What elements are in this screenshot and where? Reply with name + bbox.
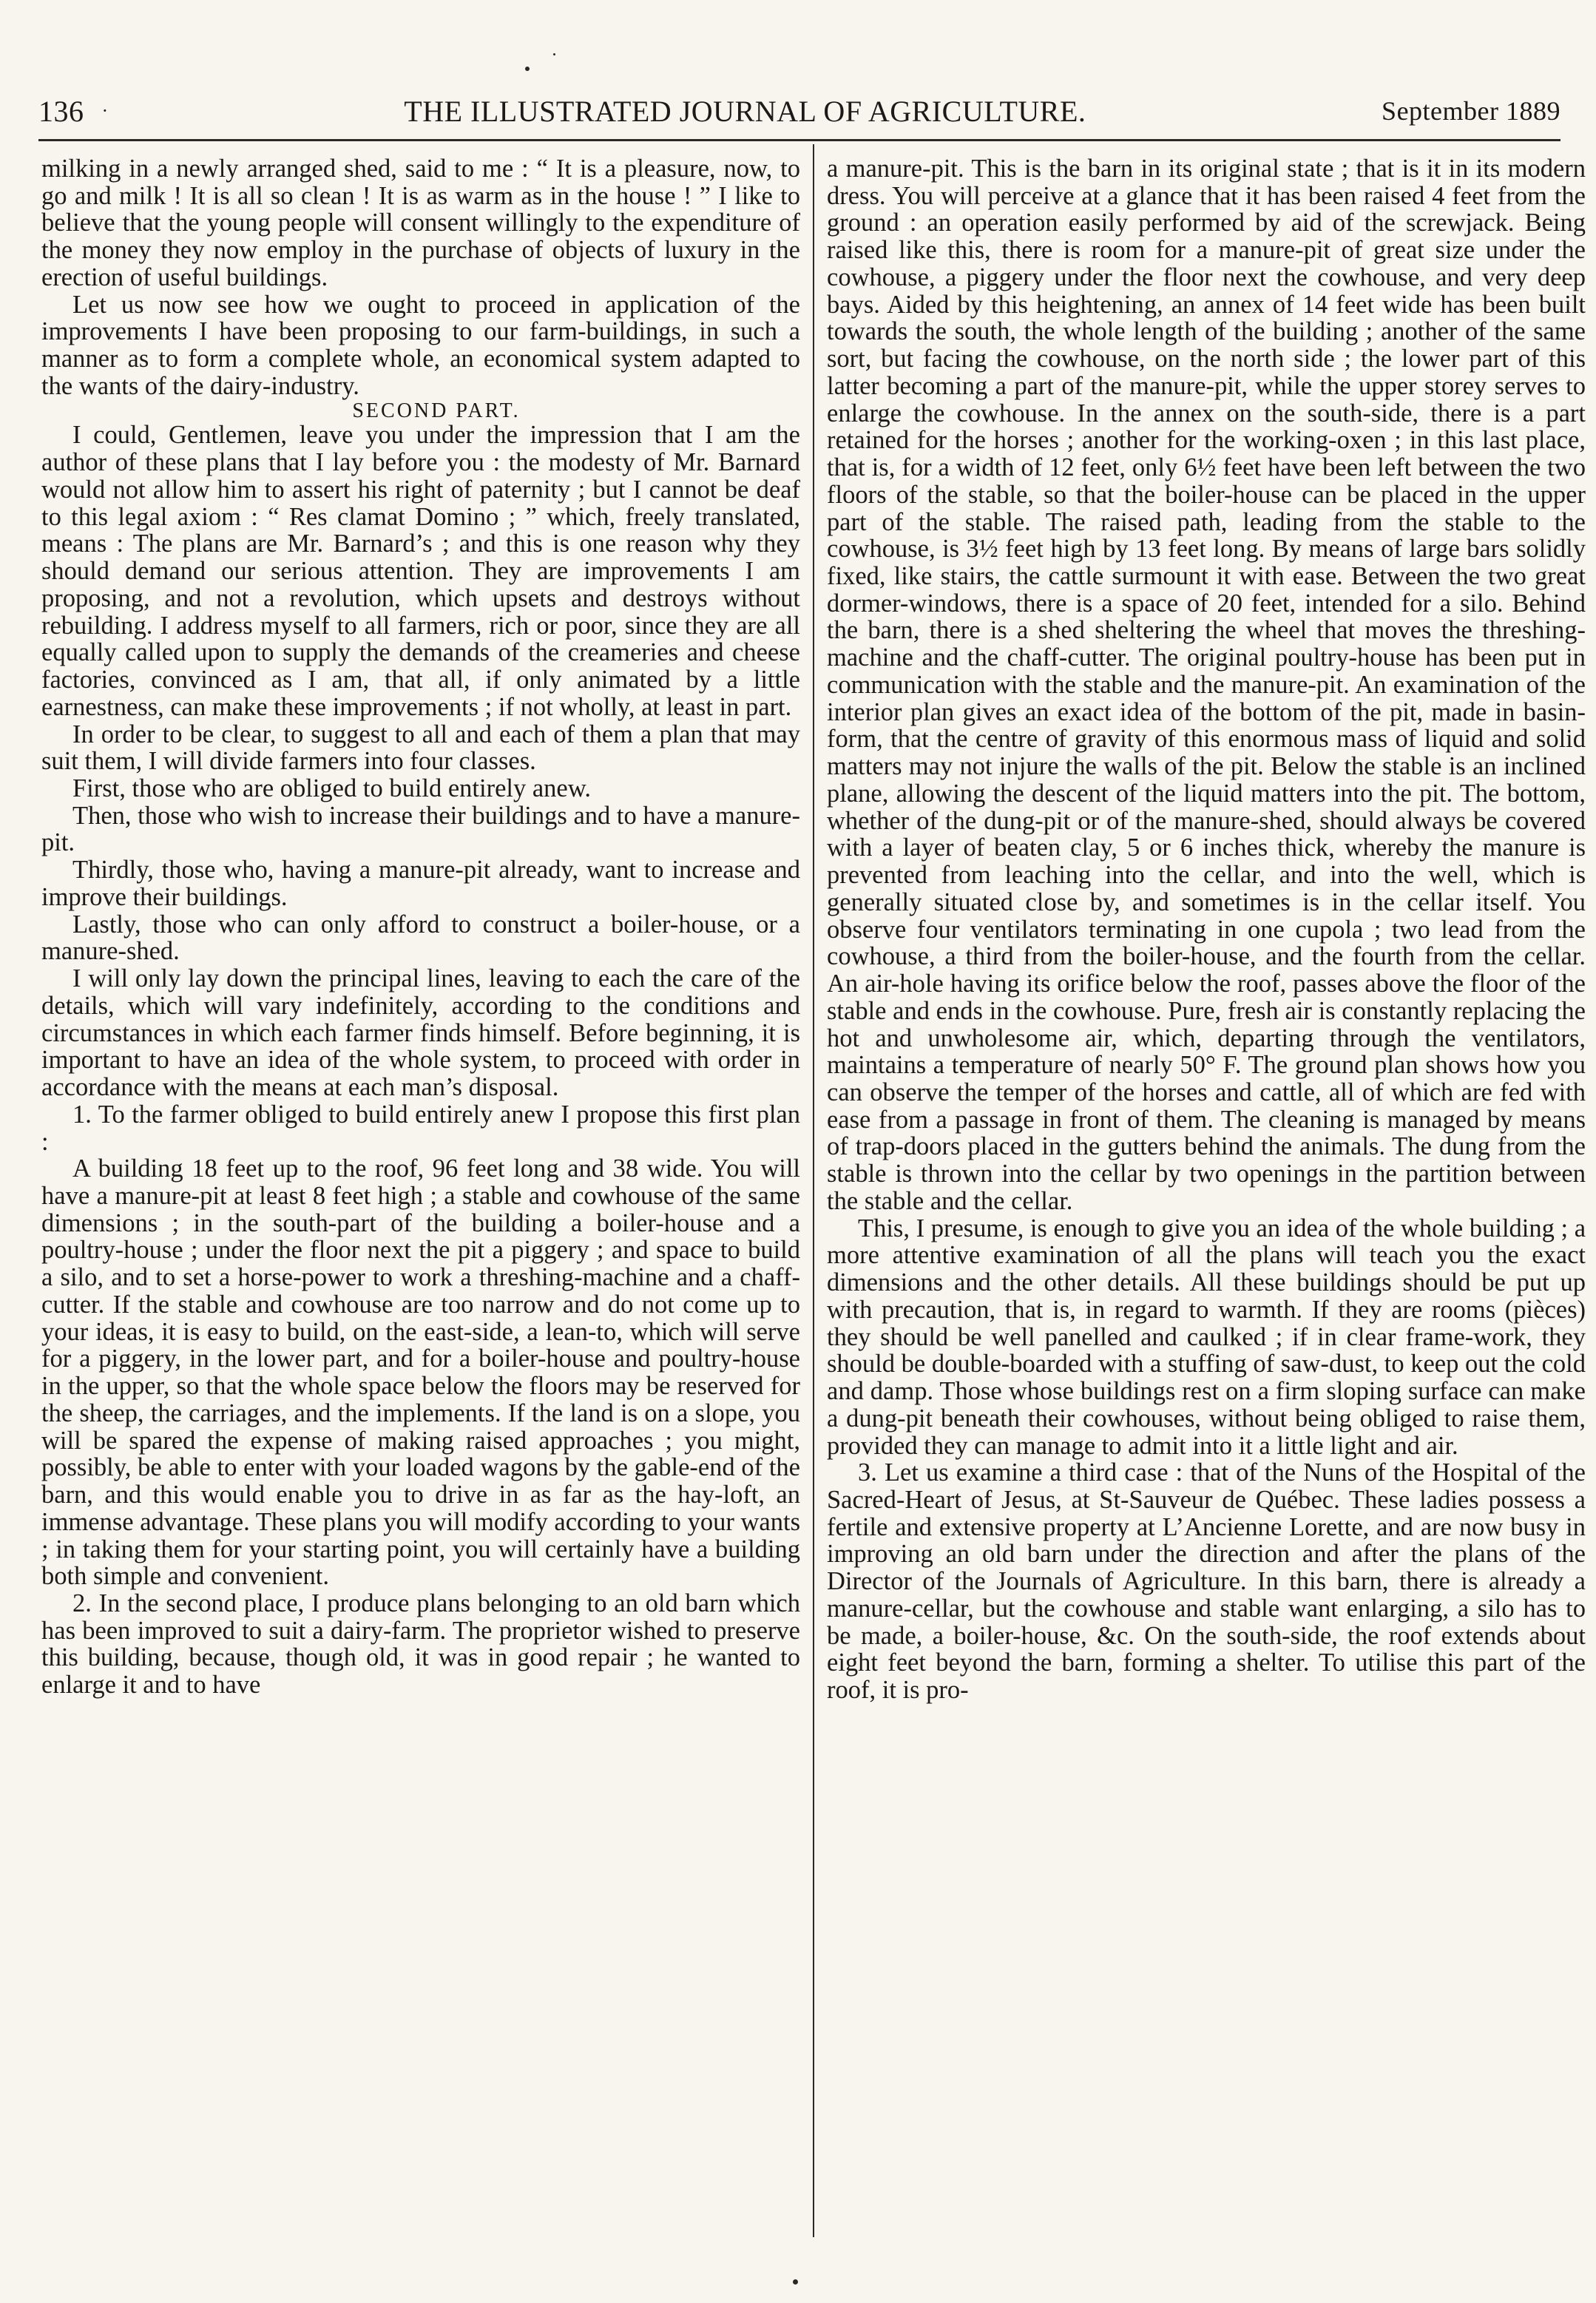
paragraph: Let us now see how we ought to proceed in application of the improvements I have been proposing to our farm-buildings, in such a manner as to form a complete whole, an economical system adapted to the wants of the dairy-industry. (41, 290, 800, 400)
page-number: 136 (38, 94, 84, 128)
journal-title: THE ILLUSTRATED JOURNAL OF AGRICULTURE. (404, 94, 1086, 128)
paragraph: This, I presume, is enough to give you an idea of the whole building ; a more attentive examination of all the plans will teach you the exact dimensions and the other details. All these buildings should be put up with precaution, that is, in regard to warmth. If they are rooms (pièces) they should be well panelled and caulked ; if in clear frame-work, they should be double-boarded with a stuffing of saw-dust, to keep out the cold and damp. Those whose buildings rest on a firm sloping surface can make a dung-pit beneath their cowhouses, without being obliged to raise them, provided they can manage to admit into it a little light and air. (827, 1214, 1586, 1460)
ink-speck (793, 2279, 798, 2285)
issue-date: September 1889 (1382, 96, 1561, 126)
paragraph: a manure-pit. This is the barn in its original state ; that is it in its modern dress. You will perceive at a glance that it has been raised 4 feet from the ground : an operation easily performed by aid of the screwjack. Being raised like this, there is room for a manure-pit of great size under the cowhouse, a piggery under the floor next the cowhouse, and very deep bays. Aided by this heightening, an annex of 14 feet wide has been built towards the south, the whole length of the building ; another of the same sort, but facing the cowhouse, on the north side ; the lower part of this latter becoming a part of the manure-pit, while the upper storey serves to enlarge the cowhouse. In the annex on the south-side, there is a part retained for the horses ; another for the working-oxen ; in this last place, that is, for a width of 12 feet, only 6½ feet have been left between the two floors of the stable, so that the boiler-house can be placed in the upper part of the stable. The raised path, leading from the stable to the cowhouse, is 3½ feet high by 13 feet long. By means of large bars solidly fixed, like stairs, the cattle surmount it with ease. Between the two great dormer-windows, there is a space of 20 feet, intended for a silo. Behind the barn, there is a shed sheltering the wheel that moves the threshing-machine and the chaff-cutter. The original poultry-house has been put in communication with the stable and the manure-pit. An examination of the interior plan gives an exact idea of the bottom of the pit, made in basin-form, that the centre of gravity of this enormous mass of liquid and solid matters may not injure the walls of the pit. Below the stable is an inclined plane, allowing the descent of the liquid matters into the pit. The bottom, whether of the dung-pit or of the manure-shed, should always be covered with a layer of beaten clay, 5 or 6 inches thick, whereby the manure is prevented from leaching into the cellar, and into the well, which is generally situated close by, and sometimes is in the cellar itself. You observe four ventilators terminating in one cupola ; two lead from the cowhouse, a third from the boiler-house, and the fourth from the cellar. An air-hole having its orifice below the roof, passes above the floor of the stable and ends in the cowhouse. Pure, fresh air is constantly replacing the hot and unwholesome air, which, departing through the ventilators, maintains a temperature of nearly 50° F. The ground plan shows how you can observe the temper of the horses and cattle, all of which are fed with ease from a passage in front of them. The cleaning is managed by means of trap-doors placed in the gutters behind the animals. The dung from the stable is thrown into the cellar by two openings in the partition between the stable and the cellar. (827, 155, 1586, 1215)
header-separator: · (101, 100, 109, 121)
paragraph: 3. Let us examine a third case : that of the Nuns of the Hospital of the Sacred-Heart of Jesus, at St-Sauveur de Québec. These ladies possess a fertile and extensive property at L’Ancienne Lorette, and are now busy in improving an old barn under the direction and after the plans of the Director of the Journals of Agriculture. In this barn, there is already a manure-cellar, but the cowhouse and stable want enlarging, a silo has to be made, a boiler-house, &c. On the south-side, the roof extends about eight feet beyond the barn, forming a shelter. To utilise this part of the roof, it is pro- (827, 1458, 1586, 1705)
paragraph: 2. In the second place, I produce plans belonging to an old barn which has been improved to suit a dairy-farm. The proprietor wished to preserve this building, because, though old, it was in good repair ; he wanted to enlarge it and to have (41, 1589, 800, 1700)
paragraph: First, those who are obliged to build entirely anew. (72, 774, 592, 802)
left-column (41, 155, 800, 2244)
right-column (827, 155, 1586, 2244)
paragraph: milking in a newly arranged shed, said to me : “ It is a pleasure, now, to go and milk ! It is all so clean ! It is as warm as in the house ! ” I like to believe that the young people will consent willingly to the expenditure of the money they now employ in the purchase of objects of luxury in the erection of useful buildings. (41, 155, 800, 291)
header-rule (38, 139, 1561, 141)
page-header (38, 89, 1561, 133)
paragraph: I could, Gentlemen, leave you under the impression that I am the author of these plans that I lay before you : the modesty of Mr. Barnard would not allow him to assert his right of paternity ; but I cannot be deaf to this legal axiom : “ Res clamat Domino ; ” which, freely translated, means : The plans are Mr. Barnard’s ; and this is one reason why they should demand our serious attention. They are improvements I am proposing, and not a revolution, which upsets and destroys without rebuilding. I address myself to all farmers, rich or poor, since they are all equally called upon to supply the demands of the creameries and cheese factories, convinced as I am, that all, if only animated by a little earnestness, can make these improvements ; if not wholly, at least in part. (41, 421, 800, 721)
paragraph: 1. To the farmer obliged to build entirely anew I propose this first plan : (41, 1100, 800, 1156)
ink-speck (525, 67, 530, 71)
column-divider (813, 144, 814, 2237)
paragraph: A building 18 feet up to the roof, 96 feet long and 38 wide. You will have a manure-pit at least 8 feet high ; a stable and cowhouse of the same dimensions ; in the south-part of the building a boiler-house and a poultry-house ; under the floor next the pit a piggery ; and space to build a silo, and to set a horse-power to work a threshing-machine and a chaff-cutter. If the stable and cowhouse are too narrow and do not come up to your ideas, it is easy to build, on the east-side, a lean-to, which will serve for a piggery, in the lower part, and for a boiler-house and poultry-house in the upper, so that the whole space below the floors may be reserved for the sheep, the carriages, and the implements. If the land is on a slope, you will be spared the expense of making raised approaches ; you might, possibly, be able to enter with your loaded wagons by the gable-end of the barn, and this would enable you to drive in as far as the hay-loft, an immense advantage. These plans you will modify according to your wants ; in taking them for your starting point, you will certainly have a building both simple and convenient. (41, 1154, 800, 1591)
paragraph: I will only lay down the principal lines, leaving to each the care of the details, which will vary indefinitely, according to the conditions and circumstances in which each farmer finds himself. Before beginning, it is important to have an idea of the whole system, to proceed with order in accordance with the means at each man’s disposal. (41, 964, 800, 1102)
paragraph: Lastly, those who can only afford to construct a boiler-house, or a manure-shed. (41, 910, 800, 966)
ink-speck (553, 53, 555, 55)
paragraph: Then, those who wish to increase their buildings and to have a manure-pit. (41, 801, 800, 857)
paragraph: In order to be clear, to suggest to all and each of them a plan that may suit them, I will divide farmers into four classes. (41, 720, 800, 776)
section-heading: SECOND PART. (352, 399, 521, 422)
paragraph: Thirdly, those who, having a manure-pit already, want to increase and improve their buildings. (41, 856, 800, 911)
